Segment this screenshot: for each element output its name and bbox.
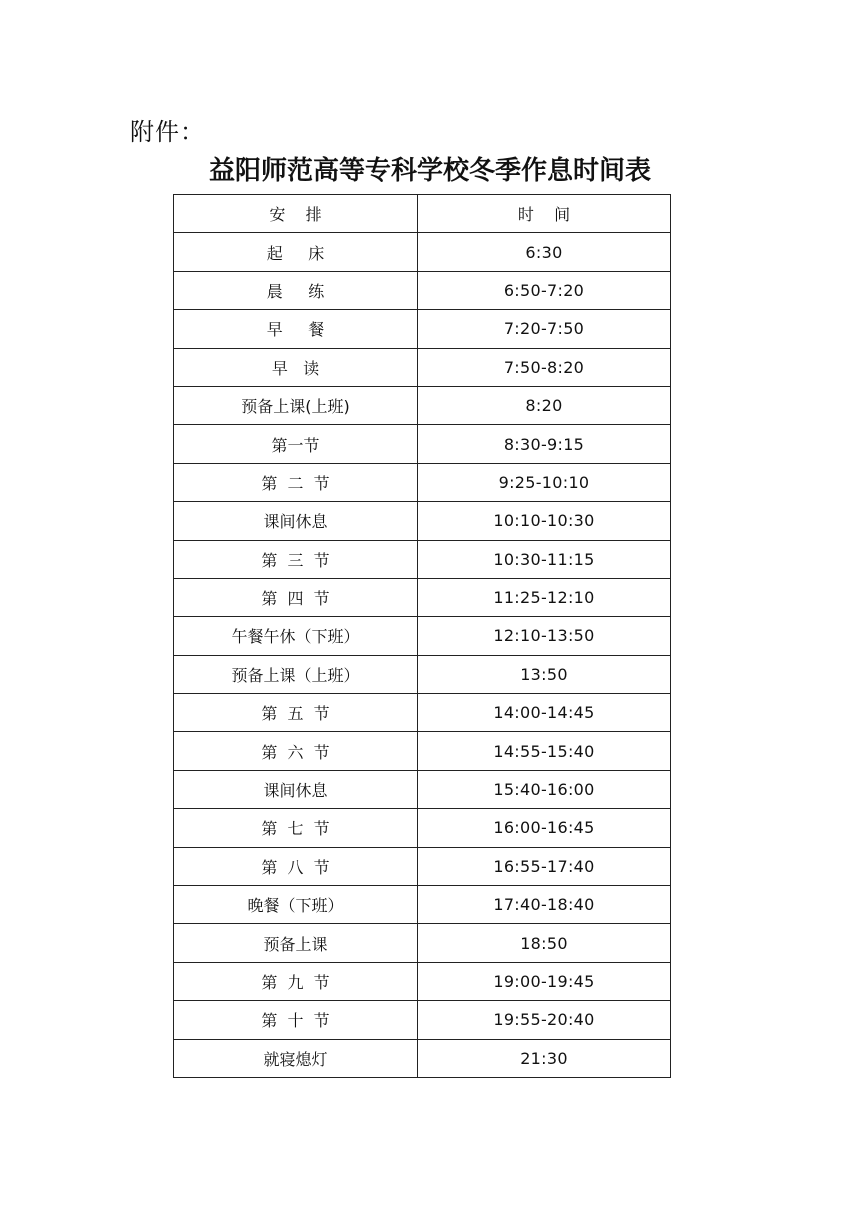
table-row — [174, 386, 671, 424]
table-row — [174, 425, 671, 463]
attachment-label: 附件： — [130, 118, 205, 146]
cell-time: 16:55-17:40 — [418, 847, 671, 885]
cell-arrangement: 第 八 节 — [174, 847, 418, 885]
table-row — [174, 502, 671, 540]
cell-time: 9:25-10:10 — [418, 463, 671, 501]
cell-arrangement: 课间休息 — [174, 770, 418, 808]
table-row — [174, 809, 671, 847]
table-row — [174, 1001, 671, 1039]
cell-time: 11:25-12:10 — [418, 578, 671, 616]
cell-arrangement: 第 六 节 — [174, 732, 418, 770]
cell-time: 13:50 — [418, 655, 671, 693]
cell-arrangement: 第 二 节 — [174, 463, 418, 501]
cell-time: 10:30-11:15 — [418, 540, 671, 578]
cell-arrangement: 预备上课(上班) — [174, 386, 418, 424]
cell-arrangement: 起 床 — [174, 233, 418, 271]
table-row — [174, 924, 671, 962]
cell-time: 12:10-13:50 — [418, 617, 671, 655]
cell-time: 18:50 — [418, 924, 671, 962]
cell-arrangement: 早 读 — [174, 348, 418, 386]
table-row — [174, 617, 671, 655]
cell-arrangement: 午餐午休（下班） — [174, 617, 418, 655]
cell-arrangement: 第 五 节 — [174, 694, 418, 732]
table-row — [174, 962, 671, 1000]
cell-arrangement: 第 十 节 — [174, 1001, 418, 1039]
cell-arrangement: 第 三 节 — [174, 540, 418, 578]
column-header-time: 时 间 — [418, 195, 671, 233]
cell-time: 8:20 — [418, 386, 671, 424]
cell-time: 17:40-18:40 — [418, 886, 671, 924]
table-row — [174, 694, 671, 732]
cell-arrangement: 第 九 节 — [174, 962, 418, 1000]
table-row — [174, 770, 671, 808]
table-row — [174, 271, 671, 309]
cell-arrangement: 第 四 节 — [174, 578, 418, 616]
table-row — [174, 310, 671, 348]
cell-time: 10:10-10:30 — [418, 502, 671, 540]
cell-arrangement: 晨 练 — [174, 271, 418, 309]
table-row — [174, 463, 671, 501]
table-row — [174, 348, 671, 386]
cell-time: 19:55-20:40 — [418, 1001, 671, 1039]
table-row — [174, 540, 671, 578]
cell-time: 7:50-8:20 — [418, 348, 671, 386]
cell-time: 16:00-16:45 — [418, 809, 671, 847]
table-row — [174, 655, 671, 693]
cell-arrangement: 早 餐 — [174, 310, 418, 348]
page-title: 益阳师范高等专科学校冬季作息时间表 — [208, 156, 651, 186]
cell-time: 8:30-9:15 — [418, 425, 671, 463]
column-header-arrangement: 安 排 — [174, 195, 418, 233]
schedule-table — [173, 194, 671, 1078]
cell-time: 19:00-19:45 — [418, 962, 671, 1000]
table-row — [174, 1039, 671, 1077]
table-row — [174, 847, 671, 885]
table-row — [174, 732, 671, 770]
cell-arrangement: 预备上课 — [174, 924, 418, 962]
cell-time: 15:40-16:00 — [418, 770, 671, 808]
cell-arrangement: 课间休息 — [174, 502, 418, 540]
table-row — [174, 233, 671, 271]
cell-time: 14:00-14:45 — [418, 694, 671, 732]
cell-arrangement: 就寝熄灯 — [174, 1039, 418, 1077]
table-row — [174, 578, 671, 616]
cell-time: 14:55-15:40 — [418, 732, 671, 770]
cell-arrangement: 第 七 节 — [174, 809, 418, 847]
cell-arrangement: 第一节 — [174, 425, 418, 463]
cell-time: 6:30 — [418, 233, 671, 271]
cell-arrangement: 晚餐（下班） — [174, 886, 418, 924]
cell-arrangement: 预备上课（上班） — [174, 655, 418, 693]
cell-time: 7:20-7:50 — [418, 310, 671, 348]
table-row — [174, 886, 671, 924]
table-header-row — [174, 195, 671, 233]
cell-time: 21:30 — [418, 1039, 671, 1077]
cell-time: 6:50-7:20 — [418, 271, 671, 309]
schedule-body — [174, 233, 671, 1078]
